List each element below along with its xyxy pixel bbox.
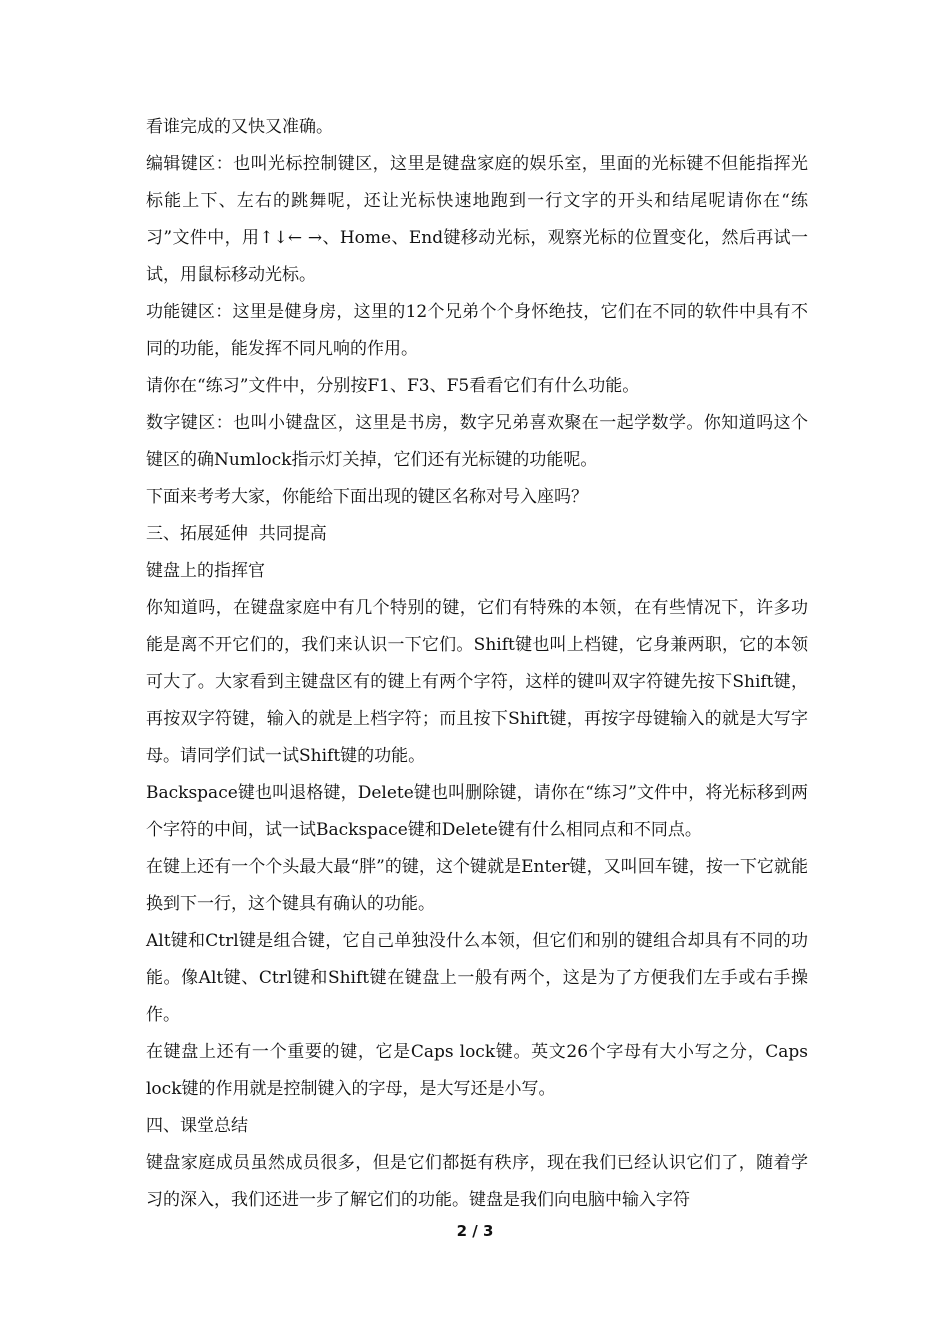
paragraph: Alt键和Ctrl键是组合键，它自己单独没什么本领，但它们和别的键组合却具有不同的功能。像Alt键、Ctrl键和Shift键在键盘上一般有两个，这是为了方便我们左手或右手操作。 bbox=[146, 931, 808, 1025]
document-body bbox=[146, 109, 808, 1219]
section-heading: 四、课堂总结 bbox=[146, 1116, 248, 1136]
paragraph: 数字键区：也叫小键盘区，这里是书房，数字兄弟喜欢聚在一起学数学。你知道吗这个键区的确Numlock指示灯关掉，它们还有光标键的功能呢。 bbox=[146, 413, 808, 470]
paragraph: 编辑键区：也叫光标控制键区，这里是键盘家庭的娱乐室，里面的光标键不但能指挥光标能上下、左右的跳舞呢，还让光标快速地跑到一行文字的开头和结尾呢请你在“练习”文件中，用↑↓← →、Home、End键移动光标，观察光标的位置变化，然后再试一试，用鼠标移动光标。 bbox=[146, 154, 808, 285]
paragraph: 键盘家庭成员虽然成员很多，但是它们都挺有秩序，现在我们已经认识它们了，随着学习的深入，我们还进一步了解它们的功能。键盘是我们向电脑中输入字符 bbox=[146, 1153, 808, 1210]
paragraph: 看谁完成的又快又准确。 bbox=[146, 117, 333, 137]
paragraph: 你知道吗，在键盘家庭中有几个特别的键，它们有特殊的本领，在有些情况下，许多功能是离不开它们的，我们来认识一下它们。Shift键也叫上档键，它身兼两职，它的本领可大了。大家看到主键盘区有的键上有两个字符，这样的键叫双字符键先按下Shift键，再按双字符键，输入的就是上档字符；而且按下Shift键，再按字母键输入的就是大写字母。请同学们试一试Shift键的功能。 bbox=[146, 598, 808, 766]
subheading: 键盘上的指挥官 bbox=[146, 561, 265, 581]
section-heading: 三、拓展延伸 共同提高 bbox=[146, 524, 327, 544]
paragraph: 功能键区：这里是健身房，这里的12个兄弟个个身怀绝技，它们在不同的软件中具有不同的功能，能发挥不同凡响的作用。 bbox=[146, 302, 808, 359]
paragraph: 在键上还有一个个头最大最“胖”的键，这个键就是Enter键，又叫回车键，按一下它就能换到下一行，这个键具有确认的功能。 bbox=[146, 857, 808, 914]
paragraph: 在键盘上还有一个重要的键，它是Caps lock键。英文26个字母有大小写之分，Caps lock键的作用就是控制键入的字母，是大写还是小写。 bbox=[146, 1042, 808, 1099]
page-number: 2 / 3 bbox=[456, 1222, 494, 1240]
paragraph: 下面来考考大家，你能给下面出现的键区名称对号入座吗？ bbox=[146, 487, 588, 507]
paragraph: Backspace键也叫退格键，Delete键也叫删除键，请你在“练习”文件中，将光标移到两个字符的中间，试一试Backspace键和Delete键有什么相同点和不同点。 bbox=[146, 783, 808, 840]
paragraph: 请你在“练习”文件中，分别按F1、F3、F5看看它们有什么功能。 bbox=[146, 376, 640, 396]
